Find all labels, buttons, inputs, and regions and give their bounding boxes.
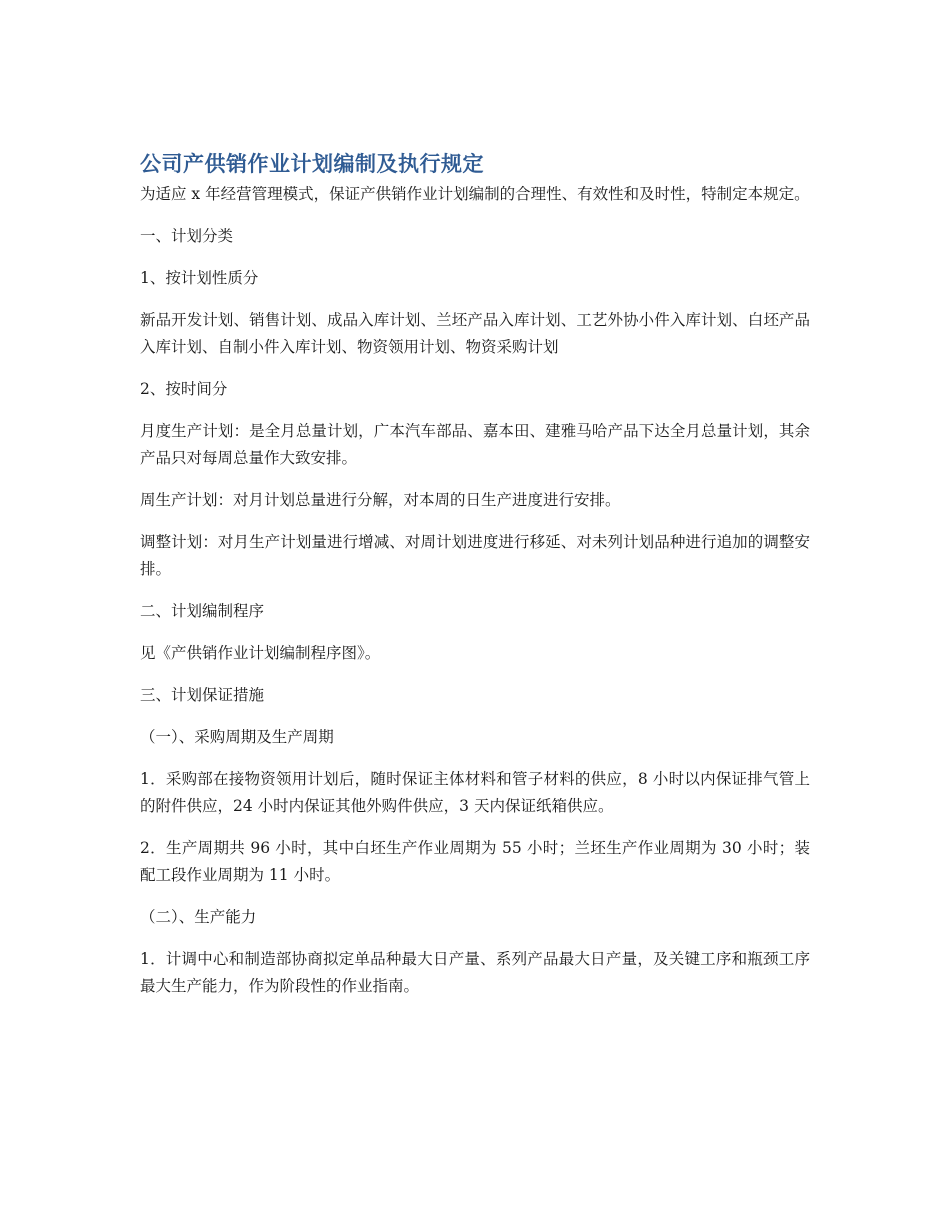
subsection-by-nature: 1、按计划性质分 [140,269,259,287]
intro-paragraph: 为适应 x 年经营管理模式，保证产供销作业计划编制的合理性、有效性和及时性，特制定本规定。 [140,185,810,203]
document-page [140,148,810,1015]
plan-types-paragraph: 新品开发计划、销售计划、成品入库计划、兰坯产品入库计划、工艺外协小件入库计划、白坯产品入库计划、自制小件入库计划、物资领用计划、物资采购计划 [140,311,810,356]
subsection-by-time: 2、按时间分 [140,380,228,398]
subsection-procurement-cycle: （一）、采购周期及生产周期 [140,728,334,746]
weekly-plan-paragraph: 周生产计划：对月计划总量进行分解，对本周的日生产进度进行安排。 [140,491,621,509]
production-cycle-item-2: 2．生产周期共 96 小时，其中白坯生产作业周期为 55 小时；兰坯生产作业周期为 30 小时；装配工段作业周期为 11 小时。 [140,839,810,884]
capacity-item-1: 1．计调中心和制造部协商拟定单品种最大日产量、系列产品最大日产量，及关键工序和瓶颈工序最大生产能力，作为阶段性的作业指南。 [140,950,810,995]
procurement-item-1: 1．采购部在接物资领用计划后，随时保证主体材料和管子材料的供应，8 小时以内保证排气管上的附件供应，24 小时内保证其他外购件供应，3 天内保证纸箱供应。 [140,770,810,815]
adjustment-plan-paragraph: 调整计划：对月生产计划量进行增减、对周计划进度进行移延、对未列计划品种进行追加的调整安排。 [140,533,810,578]
document-title: 公司产供销作业计划编制及执行规定 [140,152,484,176]
section-heading-plan-procedure: 二、计划编制程序 [140,602,265,620]
monthly-plan-paragraph: 月度生产计划：是全月总量计划，广本汽车部品、嘉本田、建雅马哈产品下达全月总量计划，其余产品只对每周总量作大致安排。 [140,422,810,467]
procedure-reference-paragraph: 见《产供销作业计划编制程序图》。 [140,644,381,662]
section-heading-plan-guarantee: 三、计划保证措施 [140,686,265,704]
subsection-production-capacity: （二）、生产能力 [140,908,257,926]
section-heading-plan-classification: 一、计划分类 [140,227,234,245]
